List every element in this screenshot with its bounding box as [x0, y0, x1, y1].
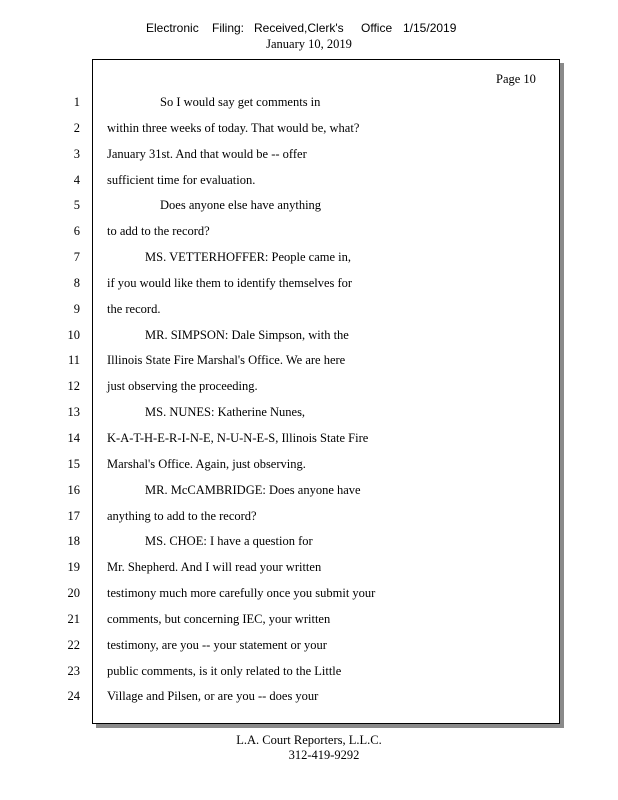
line-number: 7: [73, 250, 80, 265]
line-text: just observing the proceeding.: [107, 379, 258, 394]
transcript-line: [0, 609, 618, 635]
transcript-line: [0, 170, 618, 196]
line-text: testimony, are you -- your statement or your: [107, 637, 327, 652]
office-label: Office: [361, 21, 393, 35]
line-number: 24: [67, 689, 80, 704]
transcript-line: [0, 506, 618, 532]
filing-date: 1/15/2019: [403, 21, 457, 35]
line-number: 19: [67, 560, 80, 575]
line-text: MS. CHOE: I have a question for: [145, 534, 313, 549]
transcript-line: [0, 299, 618, 325]
line-number: 2: [73, 120, 80, 135]
transcript-line: [0, 195, 618, 221]
line-text: January 31st. And that would be -- offer: [107, 146, 307, 161]
line-number: 5: [73, 198, 80, 213]
line-number: 6: [73, 224, 80, 239]
transcript-line: [0, 583, 618, 609]
filing-label: Electronic: [146, 21, 199, 35]
line-text: testimony much more carefully once you submit your: [107, 586, 376, 601]
line-number: 23: [67, 663, 80, 678]
line-text: MR. SIMPSON: Dale Simpson, with the: [145, 327, 349, 342]
line-text: sufficient time for evaluation.: [107, 172, 256, 187]
line-text: MR. McCAMBRIDGE: Does anyone have: [145, 482, 361, 497]
transcript-line: [0, 144, 618, 170]
transcript-line: [0, 273, 618, 299]
line-number: 17: [67, 508, 80, 523]
line-text: Marshal's Office. Again, just observing.: [107, 456, 306, 471]
transcript-line: [0, 686, 618, 712]
line-number: 3: [73, 146, 80, 161]
line-number: 9: [73, 301, 80, 316]
transcript-lines: [0, 92, 618, 712]
transcript-line: [0, 325, 618, 351]
line-text: K-A-T-H-E-R-I-N-E, N-U-N-E-S, Illinois State Fire: [107, 430, 369, 445]
line-text: Village and Pilsen, or are you -- does your: [107, 689, 319, 704]
line-text: So I would say get comments in: [160, 95, 321, 109]
line-text: public comments, is it only related to the Little: [107, 663, 342, 678]
line-number: 11: [67, 353, 80, 368]
reporter-company: L.A. Court Reporters, L.L.C.: [236, 733, 382, 747]
transcript-line: [0, 635, 618, 661]
line-text: if you would like them to identify themselves for: [107, 275, 353, 290]
transcript-line: [0, 661, 618, 687]
filing-word: Filing:: [212, 21, 245, 35]
transcript-line: [0, 428, 618, 454]
line-text: within three weeks of today. That would be, what?: [107, 120, 360, 135]
line-text: comments, but concerning IEC, your written: [107, 611, 331, 626]
line-text: anything to add to the record?: [107, 508, 257, 523]
page-number: Page 10: [496, 72, 536, 86]
transcript-line: [0, 531, 618, 557]
line-number: 20: [67, 586, 80, 601]
line-number: 12: [67, 379, 80, 394]
line-number: 21: [67, 611, 80, 626]
line-number: 13: [67, 405, 80, 420]
line-text: Does anyone else have anything: [160, 198, 322, 213]
line-number: 10: [67, 327, 80, 342]
line-text: Mr. Shepherd. And I will read your written: [107, 560, 322, 575]
line-number: 4: [73, 172, 80, 187]
line-text: MS. NUNES: Katherine Nunes,: [145, 405, 306, 420]
line-text: to add to the record?: [107, 224, 210, 239]
transcript-line: [0, 118, 618, 144]
transcript-line: [0, 350, 618, 376]
transcript-line: [0, 454, 618, 480]
line-number: 16: [67, 482, 80, 497]
footer: [0, 733, 618, 763]
hearing-date: January 10, 2019: [266, 37, 352, 51]
received-clerks: Received,Clerk's: [254, 21, 344, 35]
transcript-line: [0, 92, 618, 118]
line-number: 22: [67, 637, 80, 652]
transcript-line: [0, 557, 618, 583]
transcript-line: [0, 376, 618, 402]
transcript-line: [0, 480, 618, 506]
transcript-line: [0, 402, 618, 428]
transcript-line: [0, 221, 618, 247]
transcript-line: [0, 247, 618, 273]
line-number: 8: [73, 275, 80, 290]
line-number: 14: [67, 430, 80, 445]
line-number: 1: [73, 95, 80, 109]
filing-stamp-header: [0, 21, 618, 37]
reporter-phone: 312-419-9292: [288, 748, 360, 762]
line-text: the record.: [107, 301, 161, 316]
line-text: Illinois State Fire Marshal's Office. We are here: [107, 353, 346, 368]
line-text: MS. VETTERHOFFER: People came in,: [145, 250, 352, 265]
line-number: 15: [67, 456, 80, 471]
line-number: 18: [67, 534, 80, 549]
